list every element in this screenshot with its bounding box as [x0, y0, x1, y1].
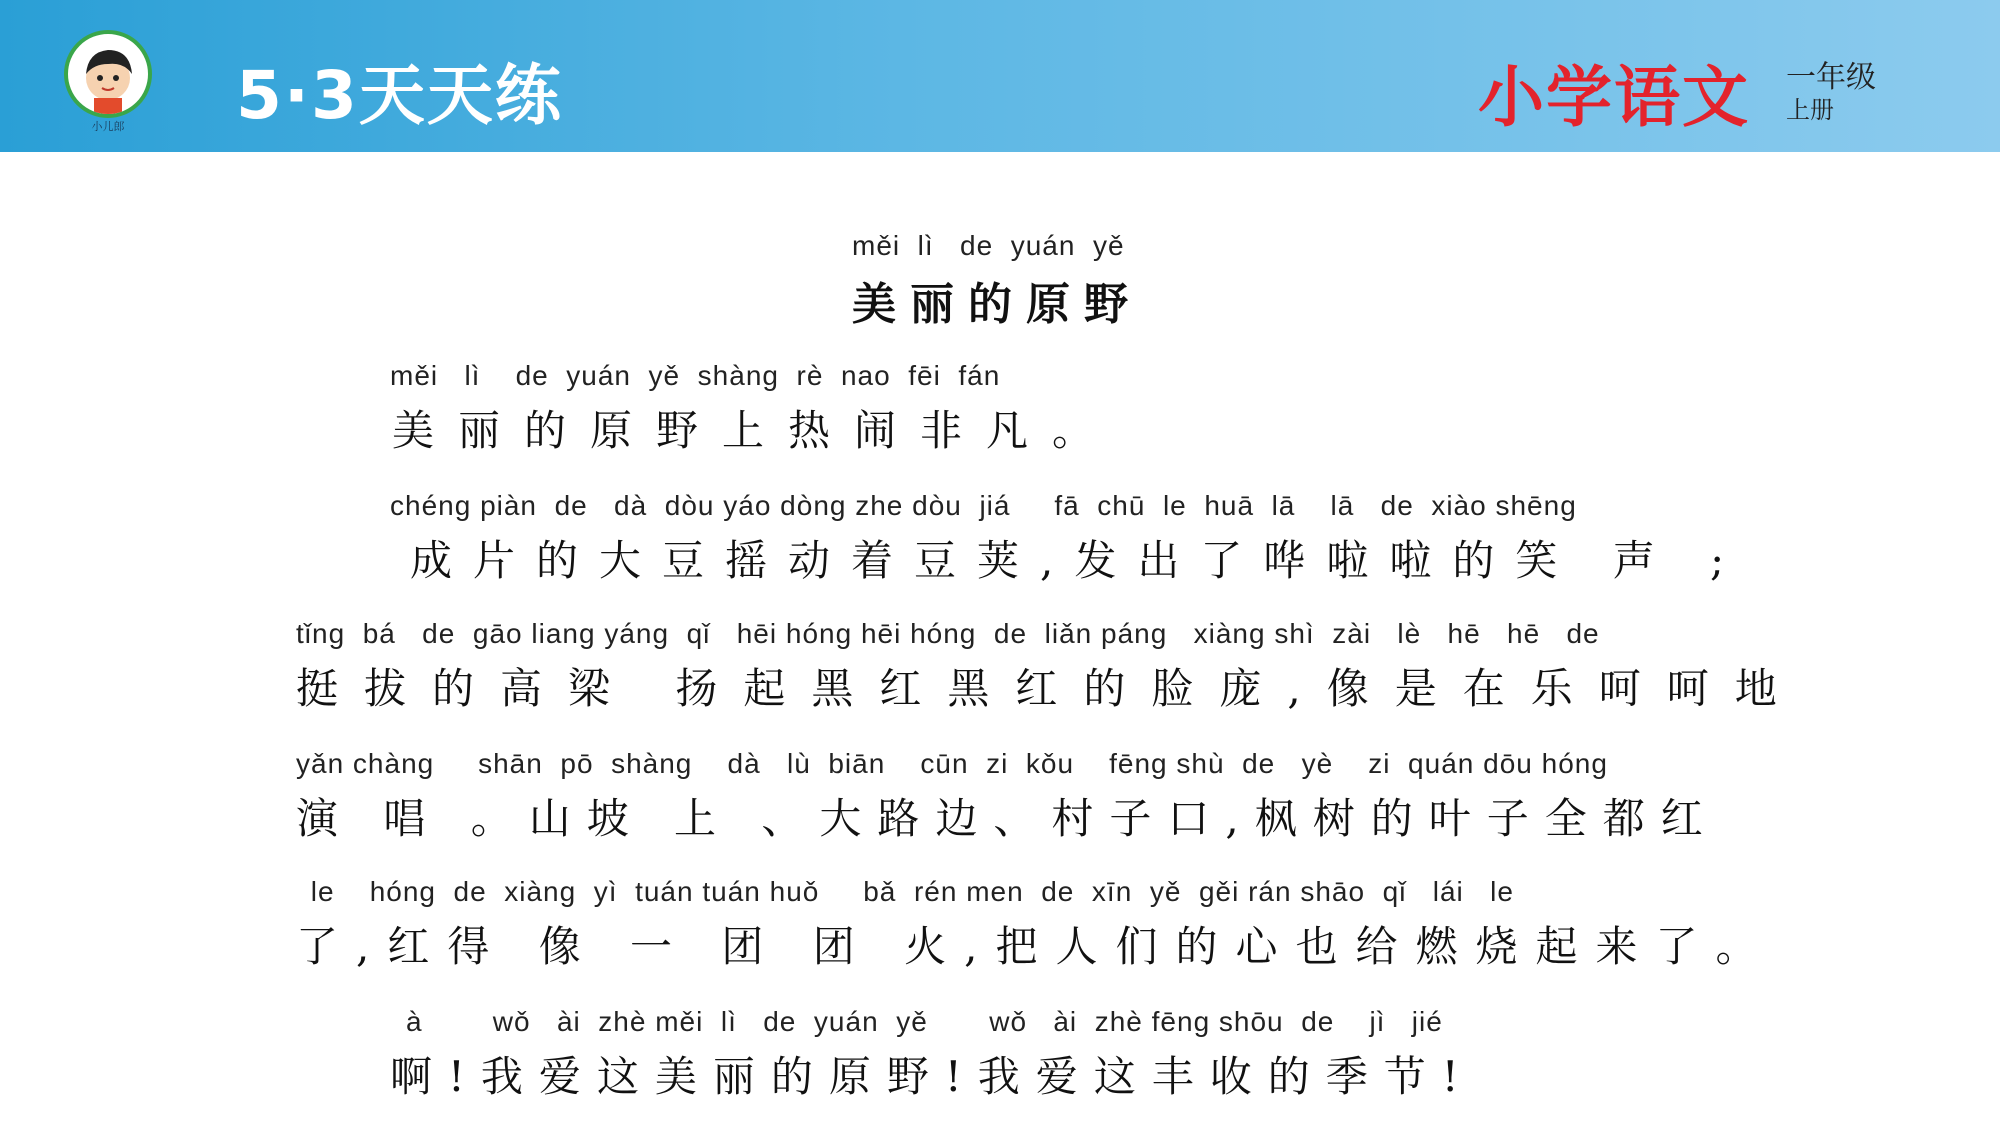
logo-caption: 小儿郎	[91, 120, 125, 133]
line-1-pinyin: měi lì de yuán yě shàng rè nao fēi fán	[390, 360, 1001, 391]
line-6-pinyin: à wǒ ài zhè měi lì de yuán yě wǒ ài zhè fēng shōu de jì jié	[406, 1006, 1443, 1037]
grade-label: 一年级	[1786, 60, 1876, 95]
line-3-pinyin: tǐng bá de gāo liang yáng qǐ hēi hóng hēi hóng de liǎn páng xiàng shì zài lè hē hē de	[296, 618, 1600, 649]
brand-title: 5·3天天练	[236, 57, 563, 134]
line-4-text: 演 唱 。山坡 上 、大路边、村子口,枫树的叶子全都红	[296, 794, 1719, 843]
volume-label: 上册	[1786, 96, 1834, 124]
line-4-pinyin: yǎn chàng shān pō shàng dà lù biān cūn zi kǒu fēng shù de yè zi quán dōu hóng	[296, 748, 1608, 779]
title-pinyin: měi lì de yuán yě	[852, 230, 1125, 261]
logo-boy-icon	[64, 30, 152, 118]
line-5-pinyin: le hóng de xiàng yì tuán tuán huǒ bǎ rén men de xīn yě gěi rán shāo qǐ lái le	[302, 876, 1514, 907]
line-2-pinyin: chéng piàn de dà dòu yáo dòng zhe dòu jiá fā chū le huā lā lā de xiào shēng	[390, 490, 1577, 521]
line-2-text: 成片的大豆摇动着豆荚,发出了哗啦啦的笑 声 ;	[410, 536, 1746, 585]
line-6-text: 啊!我爱这美丽的原野!我爱这丰收的季节!	[390, 1052, 1475, 1101]
line-5-text: 了,红得 像 一 团 团 火,把人们的心也给燃烧起来了。	[296, 922, 1776, 971]
subject-title: 小学语文	[1478, 59, 1750, 136]
lesson-title: 美丽的原野	[852, 279, 1142, 330]
line-1-text: 美丽的原野上热闹非凡。	[392, 406, 1119, 455]
line-3-text: 挺拔的高梁 扬起黑红黑红的脸庞,像是在乐呵呵地	[296, 664, 1803, 713]
header-banner	[0, 0, 2000, 152]
